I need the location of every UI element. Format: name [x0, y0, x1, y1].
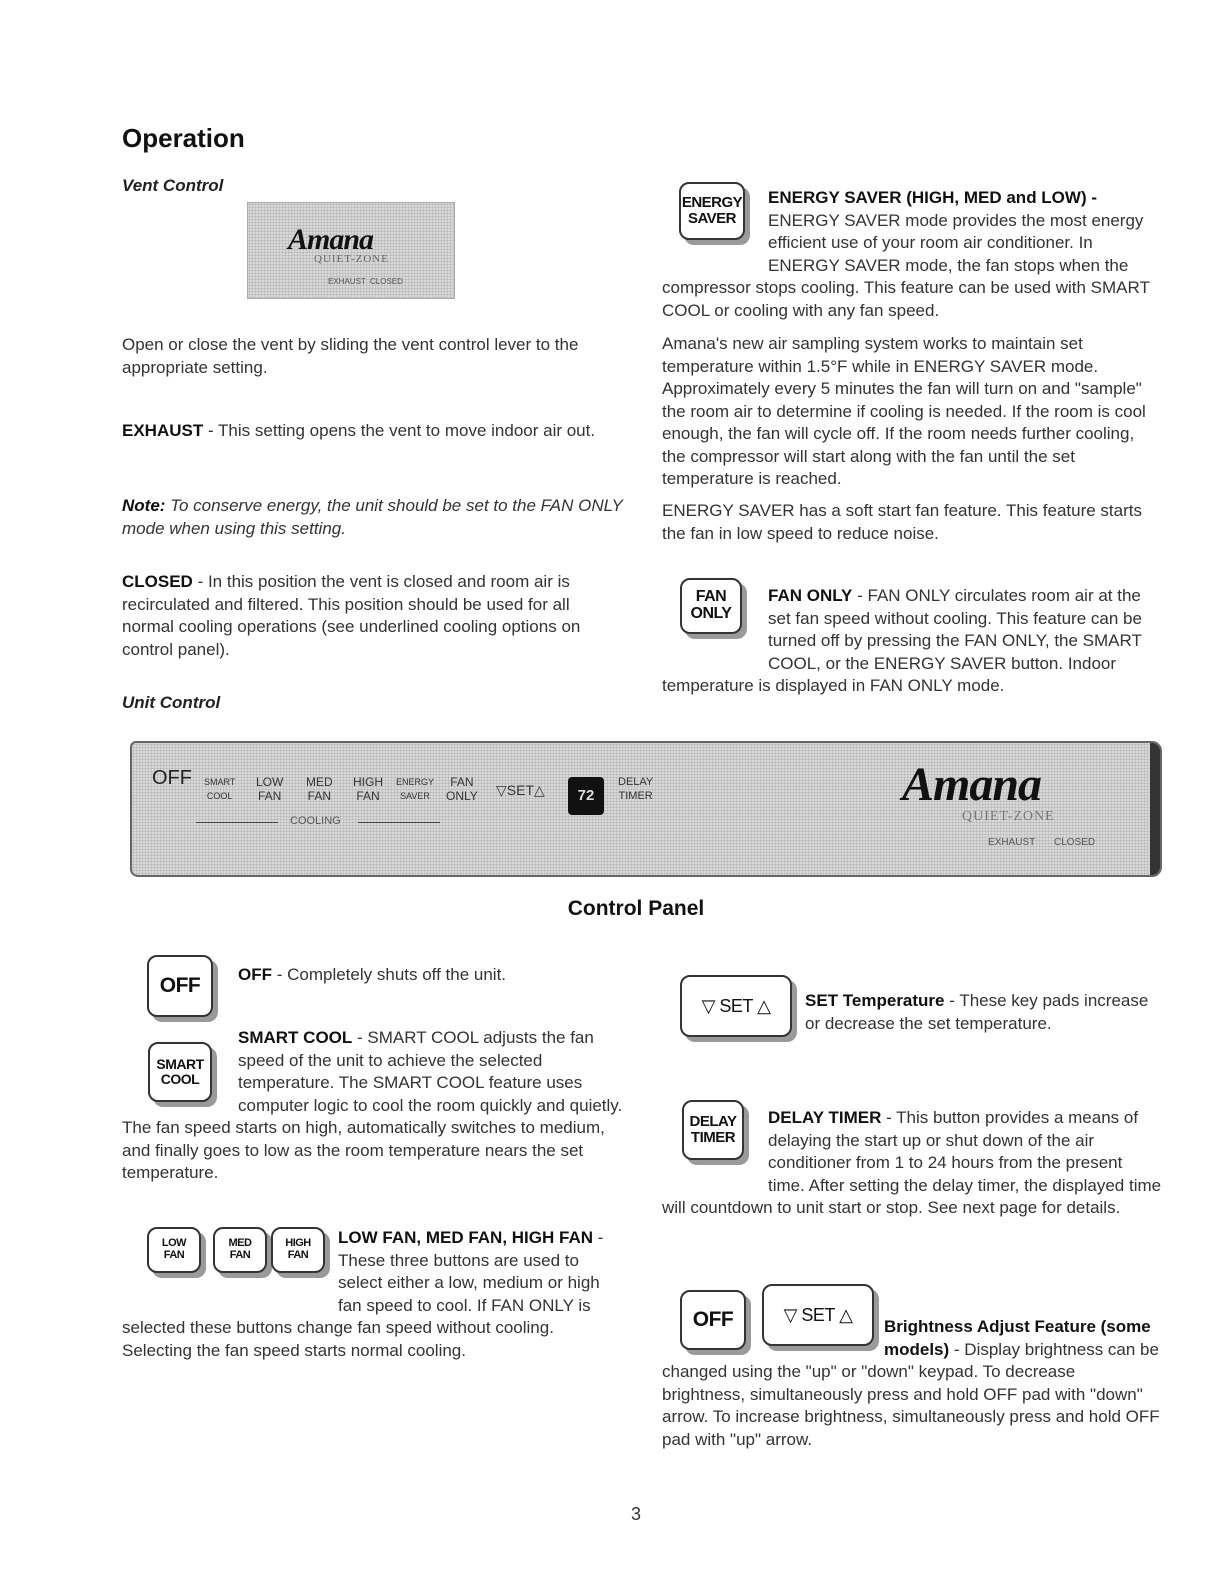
set-temperature-paragraph — [805, 990, 1162, 1035]
vent-intro: Open or close the vent by sliding the vent control lever to the appropriate setting. — [122, 335, 579, 377]
fan-only-title: FAN ONLY — [768, 586, 853, 605]
brightness-section — [662, 1316, 1162, 1451]
panel-cooling-underline-right — [358, 822, 440, 823]
vent-control-image — [247, 202, 455, 299]
vent-image-brand: Amana — [288, 223, 374, 256]
energy-saver-key-icon: ENERGY SAVER — [679, 182, 745, 240]
vent-image-model: QUIET-ZONE — [314, 253, 389, 265]
energy-saver-para2: Amana's new air sampling system works to maintain set temperature within 1.5°F while in ENERGY SAVER mode. Approximately every 5 minutes the fan will turn on and "sample" the room air to determine if cooling is needed. If the room is cool enough, the fan will cycle off. If the room needs further cooling, the compressor will start along with the fan until the set temperature is reached. — [662, 334, 1146, 488]
set-temperature-key-icon: ▽ SET △ — [680, 975, 792, 1037]
energy-saver-section — [662, 187, 1162, 322]
smart-cool-section — [122, 1027, 624, 1185]
exhaust-paragraph — [122, 420, 624, 443]
set-temperature-text: - These key pads increase or decrease the set temperature. — [805, 991, 1149, 1033]
closed-label: CLOSED — [122, 572, 193, 591]
brightness-title: Brightness Adjust Feature (some models) — [884, 1317, 1151, 1359]
panel-high-fan: HIGH FAN — [353, 775, 383, 803]
control-panel-caption: Control Panel — [567, 897, 705, 920]
page-number: 3 — [630, 1504, 641, 1524]
brightness-off-key-icon: OFF — [680, 1290, 746, 1350]
fan-only-section — [662, 585, 1162, 698]
off-title: OFF — [238, 965, 272, 984]
panel-display: 72 — [568, 777, 604, 815]
control-panel-image — [130, 741, 1162, 877]
vent-image-exhaust: EXHAUST — [328, 277, 366, 286]
low-fan-key-icon: LOW FAN — [147, 1227, 201, 1273]
panel-model: QUIET-ZONE — [962, 809, 1055, 824]
panel-cooling-label: COOLING — [290, 815, 341, 827]
panel-set-temperature: ▽SET△ — [496, 782, 545, 798]
closed-text: - In this position the vent is closed and room air is recirculated and filtered. This position should be used for all normal cooling operations (see underlined cooling options on control panel). — [122, 572, 581, 659]
off-text: - Completely shuts off the unit. — [272, 965, 507, 984]
note-text: To conserve energy, the unit should be set to the FAN ONLY mode when using this setting. — [122, 496, 623, 538]
fan-speeds-title: LOW FAN, MED FAN, HIGH FAN — [338, 1228, 593, 1247]
note-label: Note: — [122, 496, 166, 515]
exhaust-text: - This setting opens the vent to move indoor air out. — [203, 421, 596, 440]
smart-cool-key-icon: SMART COOL — [148, 1042, 212, 1102]
med-fan-key-icon: MED FAN — [213, 1227, 267, 1273]
brightness-text: - Display brightness can be changed using the "up" or "down" keypad. To decrease brightness, simultaneously press and hold OFF pad with "down" arrow. To increase brightness, simultaneously press and hold OFF pad with "up" arrow. — [662, 1339, 1160, 1449]
panel-smart-cool: SMART COOL — [204, 777, 236, 801]
panel-low-fan: LOW FAN — [256, 775, 284, 803]
panel-cooling-underline-left — [196, 822, 278, 823]
fan-only-key-icon: FAN ONLY — [680, 578, 742, 634]
panel-off-label: OFF — [152, 767, 192, 789]
off-key-icon: OFF — [147, 955, 213, 1017]
smart-cool-title: SMART COOL — [238, 1028, 353, 1047]
fan-speeds-text: - These three buttons are used to select either a low, medium or high fan speed to cool. If FAN ONLY is selected these buttons change fan speed without cooling. Selecting the fan speed starts normal cooling. — [122, 1228, 604, 1360]
panel-exhaust: EXHAUST — [988, 837, 1036, 848]
fan-only-text: - FAN ONLY circulates room air at the set fan speed without cooling. This feature can be turned off by pressing the FAN ONLY, the SMART COOL, or the ENERGY SAVER button. Indoor temperature is displayed in FAN ONLY mode. — [662, 586, 1142, 695]
panel-brand: Amana — [902, 758, 1042, 811]
delay-timer-key-icon: DELAY TIMER — [682, 1100, 744, 1160]
closed-paragraph — [122, 571, 624, 661]
brightness-set-key-icon: ▽ SET △ — [762, 1284, 874, 1346]
page-heading: Operation — [122, 123, 245, 153]
vent-control-subheading: Vent Control — [122, 176, 224, 195]
delay-timer-text: - This button provides a means of delaying the start up or shut down of the air conditioner from 1 to 24 hours from the present time. After setting the delay timer, the displayed time will countdown to unit start or stop. See next page for details. — [662, 1108, 1162, 1217]
vent-image-closed: CLOSED — [370, 277, 403, 286]
smart-cool-text: - SMART COOL adjusts the fan speed of the unit to achieve the selected temperature. The SMART COOL feature uses computer logic to cool the room quickly and quietly. The fan speed starts on high, automatically switches to medium, and finally goes to low as the room temperature nears the set temperature. — [122, 1028, 623, 1182]
note-paragraph — [122, 495, 624, 540]
panel-closed: CLOSED — [1054, 837, 1096, 848]
set-temperature-title: SET Temperature — [805, 991, 945, 1010]
delay-timer-section — [662, 1107, 1162, 1220]
fan-speeds-section — [122, 1227, 624, 1362]
unit-control-subheading: Unit Control — [122, 693, 221, 712]
exhaust-label: EXHAUST — [122, 421, 204, 440]
energy-saver-text: ENERGY SAVER mode provides the most energy efficient use of your room air conditioner. In ENERGY SAVER mode, the fan stops when the compressor stops cooling. This feature can be used with SMART COOL or cooling with any fan speed. — [662, 210, 1150, 320]
panel-fan-only: FAN ONLY — [446, 775, 478, 803]
energy-saver-title: ENERGY SAVER (HIGH, MED and LOW) - — [768, 188, 1097, 207]
off-paragraph — [238, 964, 624, 987]
panel-delay-timer: DELAY TIMER — [618, 776, 654, 802]
energy-saver-para3: ENERGY SAVER has a soft start fan feature. This feature starts the fan in low speed to reduce noise. — [662, 501, 1142, 543]
panel-energy-saver: ENERGY SAVER — [396, 777, 435, 801]
panel-med-fan: MED FAN — [306, 775, 333, 803]
high-fan-key-icon: HIGH FAN — [271, 1227, 325, 1273]
delay-timer-title: DELAY TIMER — [768, 1108, 882, 1127]
